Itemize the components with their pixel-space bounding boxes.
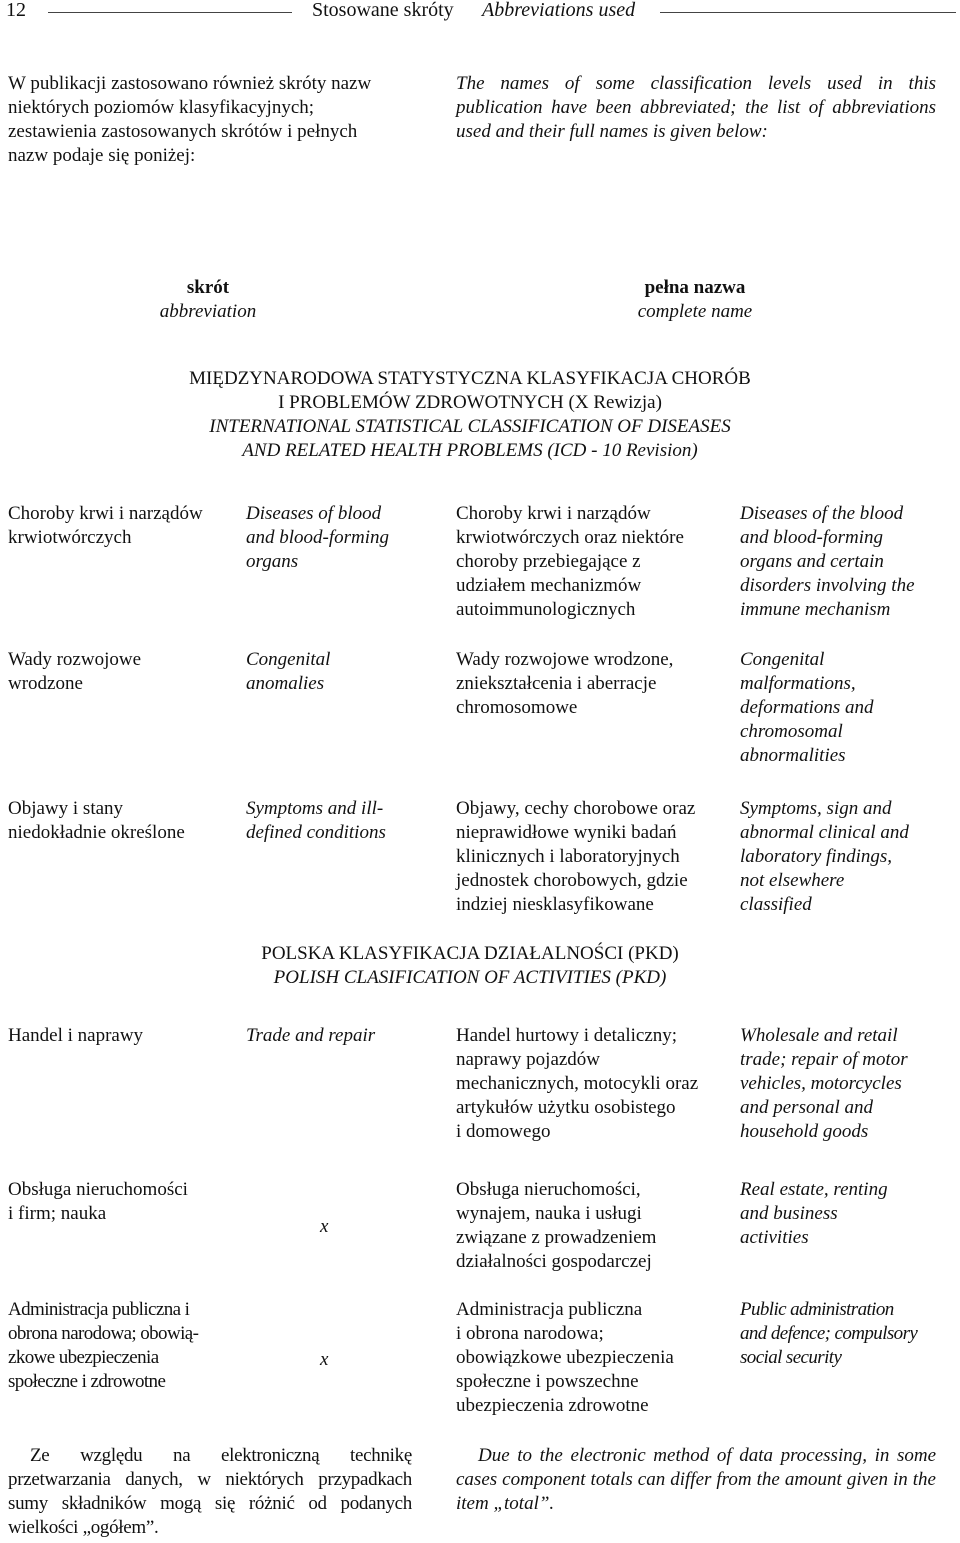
icd-row-2-abbr-pl: Wady rozwojowe wrodzone bbox=[8, 649, 142, 694]
pkd-row-1-abbr-en: Trade and repair bbox=[246, 1025, 376, 1046]
icd-row-1-abbr-en: Diseases of blood and blood-forming organs bbox=[246, 503, 390, 572]
intro-text-pl: W publikacji zastosowano również skróty nazw niektórych poziomów klasyfikacyjnych; zestawienia zastosowanych skrótów i pełnych nazw podaje się poniżej: bbox=[8, 73, 372, 166]
pkd-row-1-full-pl: Handel hurtowy i detaliczny; naprawy pojazdów mechanicznych, motocykli oraz artykułów użytku osobistego i domowego bbox=[456, 1025, 699, 1142]
pkd-row-2-full-en: Real estate, renting and business activities bbox=[740, 1179, 888, 1248]
icd-section-title-pl-2: I PROBLEMÓW ZDROWOTNYCH (X Rewizja) bbox=[278, 392, 662, 413]
intro-text-en: The names of some classification levels used in this publication have been abbreviated; the list of abbreviations used and their full names is given below: bbox=[456, 73, 936, 142]
column-full-name-heading-pl: pełna nazwa bbox=[644, 277, 746, 298]
pkd-row-2-abbr-pl: Obsługa nieruchomości i firm; nauka bbox=[8, 1179, 188, 1224]
pkd-row-3-abbr-en: x bbox=[320, 1349, 329, 1370]
icd-row-3-abbr-pl: Objawy i stany niedokładnie określone bbox=[8, 798, 185, 843]
header-title-pl: Stosowane skróty bbox=[312, 0, 454, 21]
footer-note-pl: Ze względu na elektroniczną technikę przetwarzania danych, w niektórych przypadkach sumy składników mogą się różnić od podanych wielkości „ogółem”. bbox=[8, 1445, 412, 1538]
pkd-row-2-full-pl: Obsługa nieruchomości, wynajem, nauka i usługi związane z prowadzeniem działalności gospodarczej bbox=[456, 1179, 657, 1272]
icd-row-3-abbr-en: Symptoms and ill- defined conditions bbox=[246, 798, 386, 843]
footer-note-en: Due to the electronic method of data processing, in some cases component totals can differ from the amount given in the item „total”. bbox=[456, 1445, 936, 1514]
icd-row-2-full-en: Congenital malformations, deformations and chromosomal abnormalities bbox=[740, 649, 874, 766]
icd-section-title-pl-1: MIĘDZYNARODOWA STATYSTYCZNA KLASYFIKACJA CHORÓB bbox=[189, 368, 751, 389]
icd-row-2-full-pl: Wady rozwojowe wrodzone, zniekształcenia i aberracje chromosomowe bbox=[456, 649, 674, 718]
icd-row-3-full-en: Symptoms, sign and abnormal clinical and laboratory findings, not elsewhere classified bbox=[740, 798, 909, 915]
page-number: 12 bbox=[6, 0, 26, 21]
icd-section-title-en-1: INTERNATIONAL STATISTICAL CLASSIFICATION OF DISEASES bbox=[209, 416, 731, 437]
pkd-section-title-pl: POLSKA KLASYFIKACJA DZIAŁALNOŚCI (PKD) bbox=[261, 943, 679, 964]
column-abbreviation-heading-en: abbreviation bbox=[159, 301, 257, 322]
column-abbreviation-heading-pl: skrót bbox=[186, 277, 230, 298]
pkd-row-1-abbr-pl: Handel i naprawy bbox=[8, 1025, 144, 1046]
icd-row-3-full-pl: Objawy, cechy chorobowe oraz nieprawidłowe wyniki badań klinicznych i laboratoryjnych jednostek chorobowych, gdzie indziej niesklasyfikowane bbox=[456, 798, 696, 915]
icd-row-1-full-pl: Choroby krwi i narządów krwiotwórczych oraz niektóre choroby przebiegające z udziałem mechanizmów autoimmunologicznych bbox=[456, 503, 684, 620]
header-title-en: Abbreviations used bbox=[482, 0, 636, 21]
pkd-row-1-full-en: Wholesale and retail trade; repair of motor vehicles, motorcycles and personal and household goods bbox=[740, 1025, 908, 1142]
column-full-name-heading-en: complete name bbox=[637, 301, 753, 322]
pkd-row-3-full-pl: Administracja publiczna i obrona narodowa; obowiązkowe ubezpieczenia społeczne i powszechne ubezpieczenia zdrowotne bbox=[456, 1299, 674, 1416]
icd-row-2-abbr-en: Congenital anomalies bbox=[246, 649, 331, 694]
pkd-row-3-abbr-pl: Administracja publiczna i obrona narodowa; obowią- zkowe ubezpieczenia społeczne i zdrowotne bbox=[8, 1299, 199, 1392]
pkd-row-3-full-en: Public administration and defence; compulsory social security bbox=[740, 1299, 918, 1368]
icd-section-title-en-2: AND RELATED HEALTH PROBLEMS (ICD - 10 Revision) bbox=[242, 440, 698, 461]
pkd-section-title-en: POLISH CLASIFICATION OF ACTIVITIES (PKD) bbox=[273, 967, 667, 988]
header-rule-left bbox=[48, 12, 292, 13]
header-rule-right bbox=[660, 12, 956, 13]
icd-row-1-abbr-pl: Choroby krwi i narządów krwiotwórczych bbox=[8, 503, 203, 548]
pkd-row-2-abbr-en: x bbox=[320, 1216, 329, 1237]
icd-row-1-full-en: Diseases of the blood and blood-forming organs and certain disorders involving the immune mechanism bbox=[740, 503, 915, 620]
